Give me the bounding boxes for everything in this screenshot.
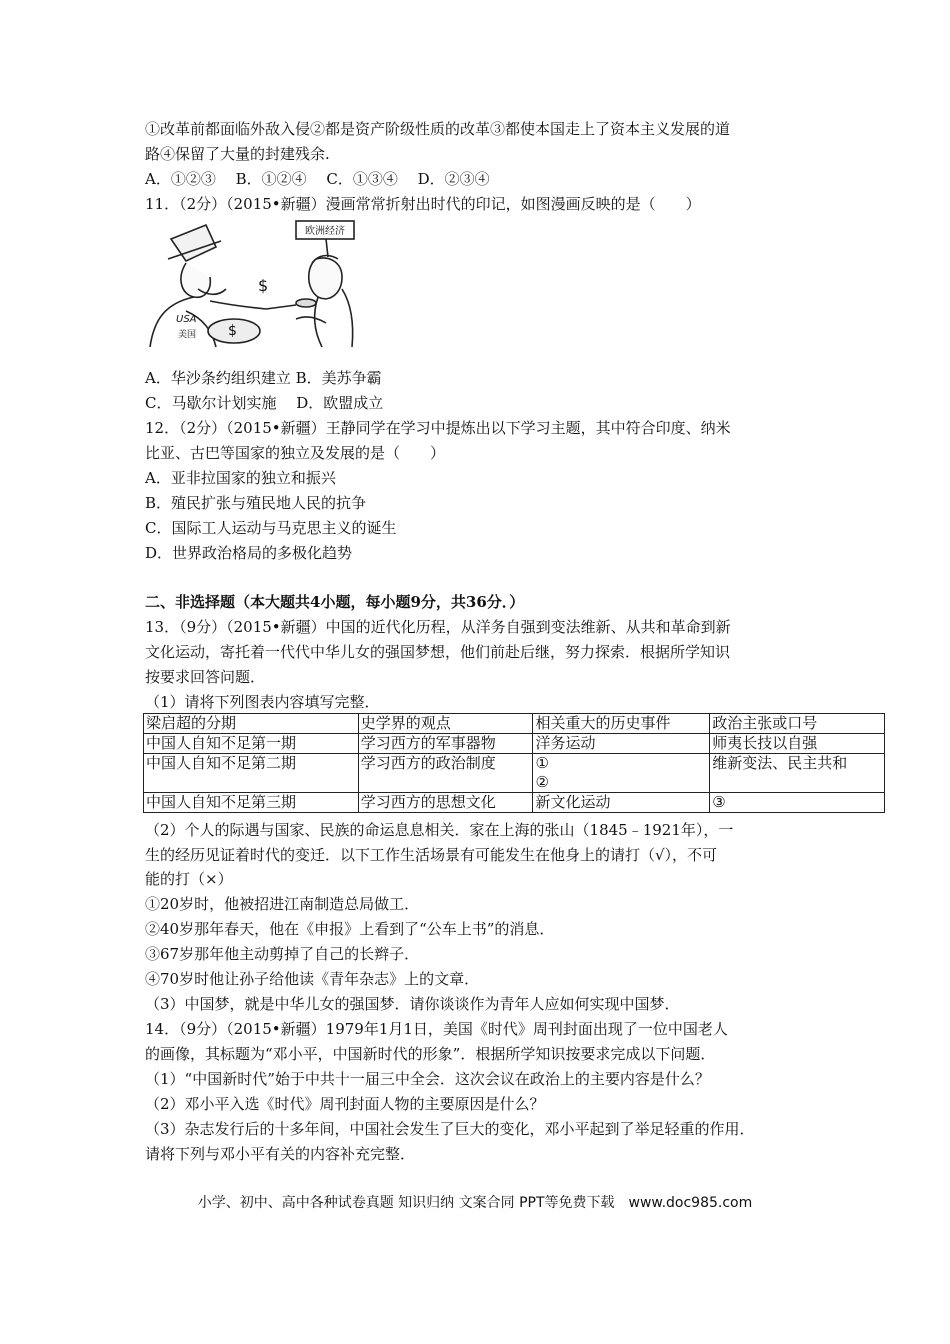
table-cell: ③ bbox=[710, 793, 885, 813]
cartoon-dollar-2: $ bbox=[228, 323, 237, 339]
table-cell: 梁启超的分期 bbox=[144, 714, 359, 734]
q12-option-a: A．亚非拉国家的独立和振兴 bbox=[145, 469, 336, 487]
q14-stem-2: 的画像，其标题为“邓小平，中国新时代的形象”．根据所学知识按要求完成以下问题． bbox=[145, 1045, 716, 1063]
cartoon-dollar-1: $ bbox=[258, 276, 269, 295]
q14-part-3-line-1: （3）杂志发行后的十多年间，中国社会发生了巨大的变化，邓小平起到了举足轻重的作用． bbox=[145, 1120, 755, 1138]
q12-option-c: C．国际工人运动与马克思主义的诞生 bbox=[145, 519, 397, 537]
q12-option-d: D．世界政治格局的多极化趋势 bbox=[145, 544, 353, 562]
q14-part-1: （1）“中国新时代”始于中共十一届三中全会．这次会议在政治上的主要内容是什么？ bbox=[145, 1070, 710, 1088]
q14-stem-1: 14．（9分）（2015•新疆）1979年1月1日，美国《时代》周刊封面出现了一位中国老人 bbox=[145, 1020, 728, 1038]
table-cell: 学习西方的思想文化 bbox=[358, 793, 533, 813]
q13-item-3: ③67岁那年他主动剪掉了自己的长辫子． bbox=[145, 945, 420, 963]
q13-table bbox=[143, 713, 885, 813]
page-footer: 小学、初中、高中各种试卷真题 知识归纳 文案合同 PPT等免费下载 www.doc985.com bbox=[197, 1195, 753, 1211]
q13-part-3: （3）中国梦，就是中华儿女的强国梦．请你谈谈作为青年人应如何实现中国梦． bbox=[145, 995, 680, 1013]
q12-stem-2: 比亚、古巴等国家的独立及发展的是（ ） bbox=[145, 444, 446, 462]
table-cell: 中国人自知不足第三期 bbox=[144, 793, 359, 813]
blank-2: ② bbox=[535, 773, 549, 791]
table-row bbox=[144, 754, 885, 793]
table-row bbox=[144, 734, 885, 754]
q10-options: A．①②③ B．①②④ C．①③④ D．②③④ bbox=[145, 170, 490, 188]
q12-option-b: B．殖民扩张与殖民地人民的抗争 bbox=[145, 494, 367, 512]
q10-line-2: 路④保留了大量的封建残余. bbox=[145, 145, 330, 163]
table-row bbox=[144, 793, 885, 813]
q13-stem-2: 文化运动，寄托着一代代中华儿女的强国梦想，他们前赴后继，努力探索．根据所学知识 bbox=[145, 643, 731, 661]
table-cell: 维新变法、民主共和 bbox=[710, 754, 885, 793]
q13-part-2-line-1: （2）个人的际遇与国家、民族的命运息息相关．家在上海的张山（1845﹣1921年），一 bbox=[145, 821, 734, 839]
table-cell: 学习西方的军事器物 bbox=[358, 734, 533, 754]
q13-part-2-line-2: 生的经历见证着时代的变迁．以下工作生活场景有可能发生在他身上的请打（√），不可 bbox=[145, 846, 718, 864]
q13-item-2: ②40岁那年春天，他在《申报》上看到了“公车上书”的消息． bbox=[145, 920, 555, 938]
cartoon-coat-text: 美国 bbox=[178, 330, 197, 340]
table-cell: 洋务运动 bbox=[533, 734, 710, 754]
q13-stem-1: 13．（9分）（2015•新疆）中国的近代化历程，从洋务自强到变法维新、从共和革命到新 bbox=[145, 618, 731, 636]
table-cell bbox=[533, 754, 710, 793]
table-row bbox=[144, 714, 885, 734]
blank-1: ① bbox=[535, 754, 549, 772]
q12-stem-1: 12．（2分）（2015•新疆）王静同学在学习中提炼出以下学习主题，其中符合印度、纳米 bbox=[145, 419, 731, 437]
q13-part-1: （1）请将下列图表内容填写完整． bbox=[145, 693, 380, 711]
table-cell: 师夷长技以自强 bbox=[710, 734, 885, 754]
table-cell: 政治主张或口号 bbox=[710, 714, 885, 734]
table-cell: 相关重大的历史事件 bbox=[533, 714, 710, 734]
table-cell: 学习西方的政治制度 bbox=[358, 754, 533, 793]
table-cell: 中国人自知不足第二期 bbox=[144, 754, 359, 793]
cartoon-sign-text: 欧洲经济 bbox=[305, 226, 345, 237]
section-2-heading: 二、非选择题（本大题共4小题，每小题9分，共36分．） bbox=[145, 593, 525, 611]
cartoon-usa-text: USA bbox=[176, 314, 197, 325]
q11-stem: 11．（2分）（2015•新疆）漫画常常折射出时代的印记，如图漫画反映的是（ ） bbox=[145, 195, 701, 213]
table-cell: 史学界的观点 bbox=[358, 714, 533, 734]
table-cell: 新文化运动 bbox=[533, 793, 710, 813]
q10-line-1: ①改革前都面临外敌入侵②都是资产阶级性质的改革③都使本国走上了资本主义发展的道 bbox=[145, 120, 731, 138]
q14-part-2: （2）邓小平入选《时代》周刊封面人物的主要原因是什么？ bbox=[145, 1095, 545, 1113]
q13-stem-3: 按要求回答问题． bbox=[145, 668, 266, 686]
table-cell: 中国人自知不足第一期 bbox=[144, 734, 359, 754]
cartoon-image bbox=[146, 219, 358, 351]
q13-item-4: ④70岁时他让孙子给他读《青年杂志》上的文章． bbox=[145, 970, 480, 988]
q11-options-1: A．华沙条约组织建立 B．美苏争霸 bbox=[145, 369, 382, 387]
q14-part-3-line-2: 请将下列与邓小平有关的内容补充完整． bbox=[145, 1145, 416, 1163]
q13-item-1: ①20岁时，他被招进江南制造总局做工． bbox=[145, 895, 420, 913]
q13-part-2-line-3: 能的打（×） bbox=[145, 870, 233, 888]
q11-options-2: C．马歇尔计划实施 D．欧盟成立 bbox=[145, 394, 384, 412]
